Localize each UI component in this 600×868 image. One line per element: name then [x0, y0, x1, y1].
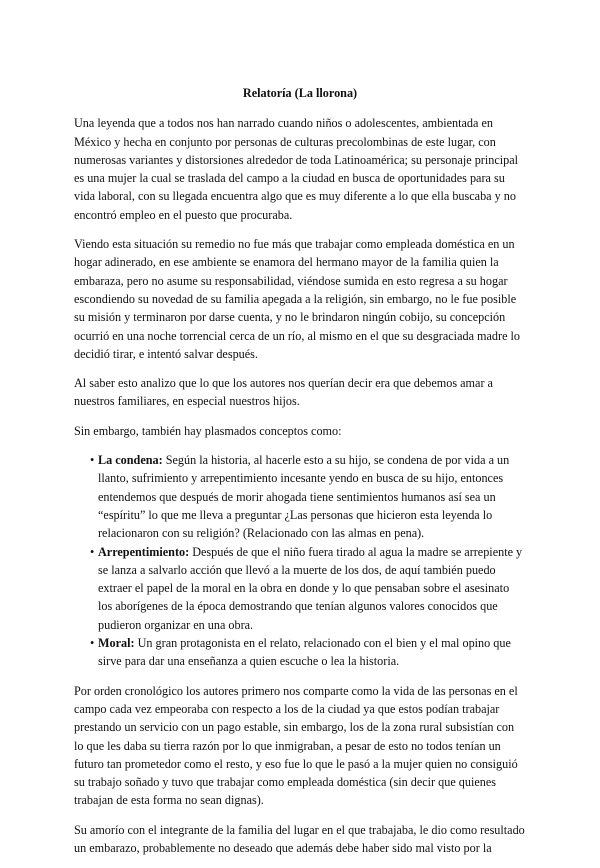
- document-page: [74, 84, 526, 868]
- paragraph-concepts-intro: Sin embargo, también hay plasmados conceptos como:: [74, 423, 342, 438]
- paragraph-intro: Una leyenda que a todos nos han narrado cuando niños o adolescentes, ambientada en México y hecha en conjunto por personas de culturas precolombinas de este lugar, con numerosas variantes y distorsiones alrededor de toda Latinoamérica; su personaje principal es una mujer la cual se traslada del campo a la ciudad en busca de oportunidades para su vida laboral, con su llegada encuentra algo que es muy diferente a lo que ella buscaba y no encontró empleo en el puesto que procuraba.: [74, 116, 519, 222]
- paragraph-situation: Viendo esta situación su remedio no fue más que trabajar como empleada doméstica en un hogar adinerado, en ese ambiente se enamora del hermano mayor de la familia quien la embaraza, pero no asume su responsabilidad, viéndose sumida en esto regresa a su hogar escondiendo su novedad de su familia apegada a la religión, sin embargo, no le fue posible su misión y terminaron por darse cuenta, y no le brindaron ningún cobijo, su concepción ocurrió en una noche torrencial cerca de un río, al mismo en el que su desgraciada madre lo decidió tirar, e intentó salvar después.: [74, 237, 521, 361]
- concept-text: Un gran protagonista en el relato, relacionado con el bien y el mal opino que sirve para dar una enseñanza a quien escuche o lea la historia.: [98, 636, 511, 669]
- bullet-marker: •: [90, 544, 95, 559]
- concept-term: Moral:: [98, 636, 138, 651]
- list-item: [90, 543, 526, 634]
- concept-term: La condena:: [98, 453, 166, 468]
- document-title: Relatoría (La llorona): [242, 86, 358, 100]
- list-item: [90, 451, 526, 542]
- bullet-marker: •: [90, 453, 95, 468]
- paragraph-romance: Su amorío con el integrante de la familia del lugar en el que trabajaba, le dio como resultado un embarazo, probablemente no deseado que además debe haber sido mal visto por la: [74, 822, 525, 855]
- paragraph-chronology: Por orden cronológico los autores primero nos comparte como la vida de las personas en el campo cada vez empeoraba con respecto a los de la ciudad ya que estos podían trabajar prestando un servicio con un pago estable, sin embargo, los de la zona rural subsistían con lo que les daba su tierra razón por lo que inmigraban, a pesar de esto no todos tenían un futuro tan prometedor como el resto, y eso fue lo que le pasó a la mujer quien no consiguió su trabajo soñado y tuvo que trabajar como empleada doméstica (sin decir que quienes trabajan de esta forma no sean dignas).: [74, 683, 518, 808]
- list-item: [90, 634, 526, 671]
- bullet-marker: •: [90, 636, 95, 651]
- paragraph-analysis: Al saber esto analizo que lo que los autores nos querían decir era que debemos amar a nuestros familiares, en especial nuestros hijos.: [74, 376, 493, 409]
- concept-text: Según la historia, al hacerle esto a su hijo, se condena de por vida a un llanto, sufrimiento y arrepentimiento incesante yendo en busca de su hijo, entonces entendemos que después de morir ahogada tiene sentimientos humanos así sea un “espíritu” lo que me lleva a preguntar ¿Las personas que hicieron esta leyenda lo relacionaron con su religión? (Relacionado con las almas en pena).: [98, 453, 510, 541]
- concept-text: Después de que el niño fuera tirado al agua la madre se arrepiente y se lanza a salvarlo acción que llevó a la muerte de los dos, de aquí también puedo extraer el papel de la moral en la obra en donde y lo que pensaban sobre el asesinato los aborígenes de la época demostrando que tenían algunos valores conocidos que pudieron organizar en una obra.: [98, 544, 523, 632]
- concept-term: Arrepentimiento:: [98, 544, 193, 559]
- concept-list: [74, 451, 526, 671]
